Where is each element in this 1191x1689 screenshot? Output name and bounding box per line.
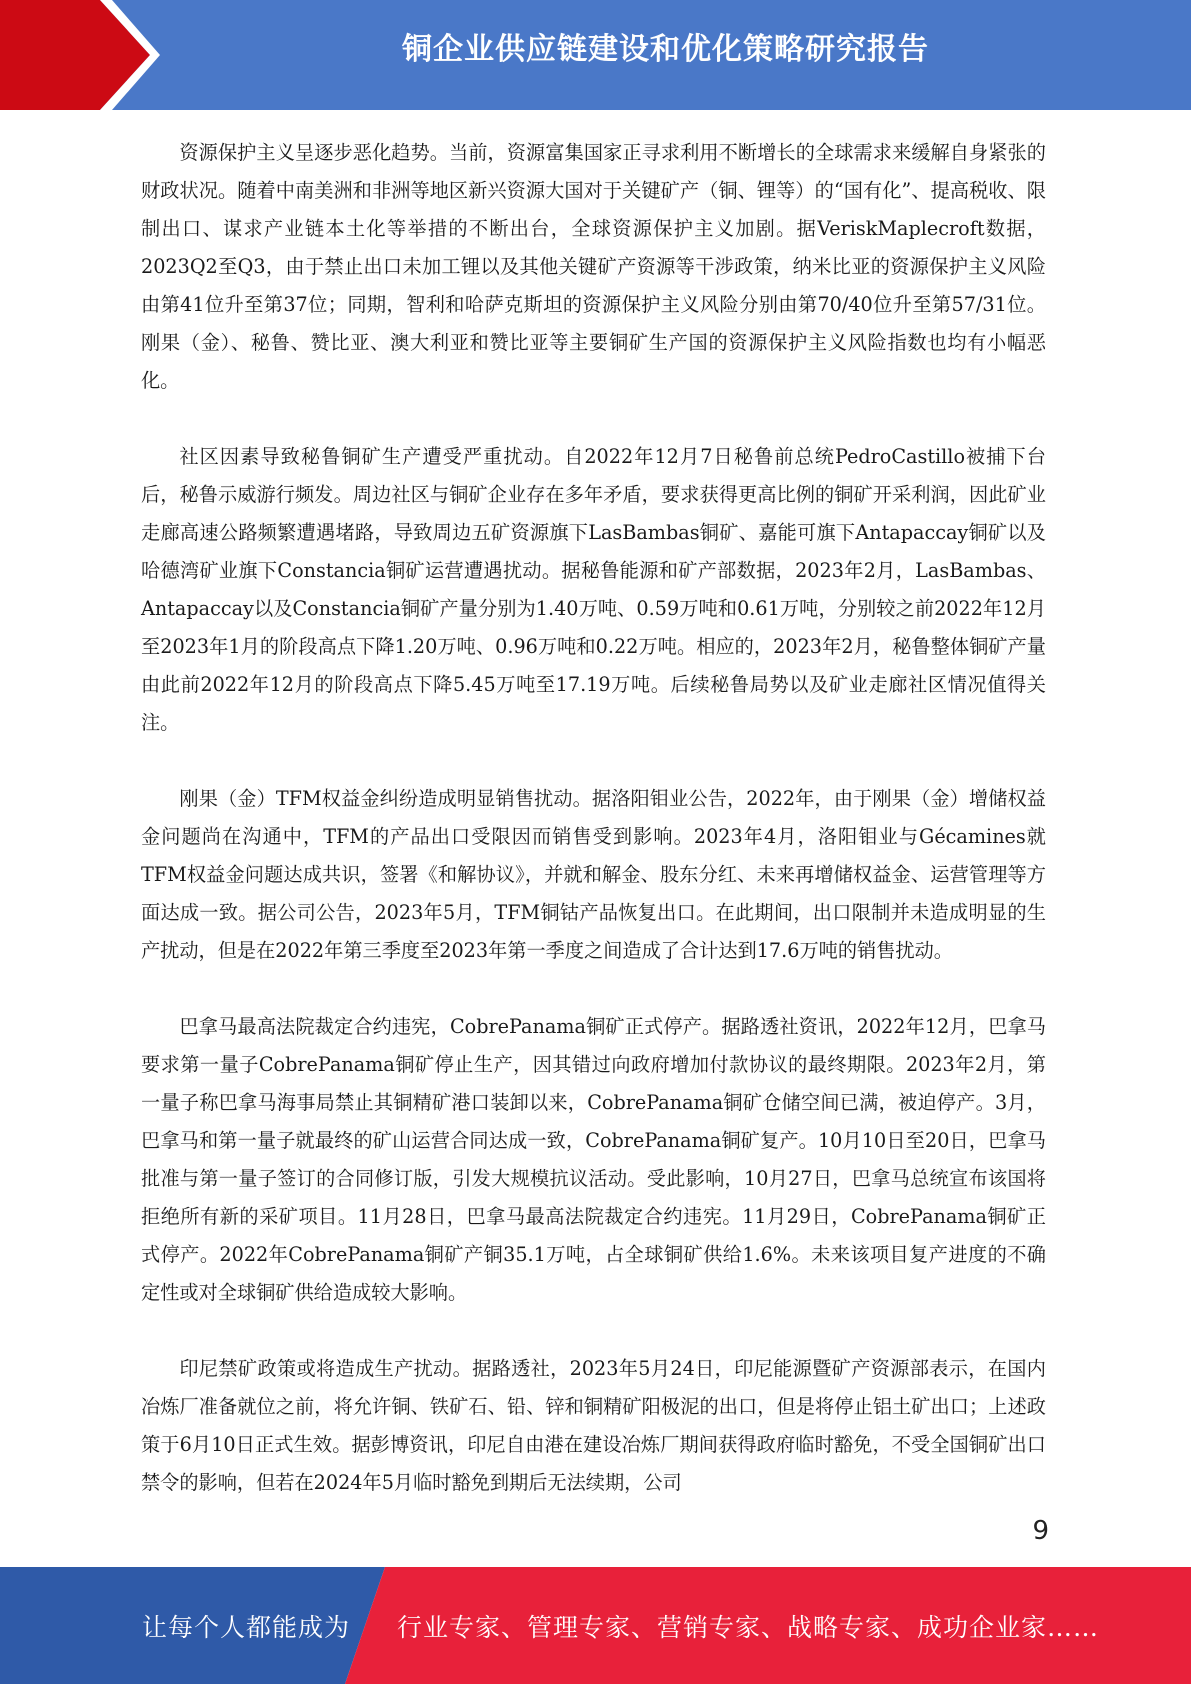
report-title: 铜企业供应链建设和优化策略研究报告 — [402, 32, 929, 67]
paragraph-peru-community: 社区因素导致秘鲁铜矿生产遭受严重扰动。自2022年12月7日秘鲁前总统PedroCastillo被捕下台后，秘鲁示威游行频发。周边社区与铜矿企业存在多年矛盾，要求获得更高比例的铜矿开采利润，因此矿业走廊高速公路频繁遭遇堵路，导致周边五矿资源旗下LasBambas铜矿、嘉能可旗下Antapaccay铜矿以及哈德湾矿业旗下Constancia铜矿运营遭遇扰动。据秘鲁能源和矿产部数据，2023年2月，LasBambas、Antapaccay以及Constancia铜矿产量分别为1.40万吨、0.59万吨和0.61万吨，分别较之前2022年12月至2023年1月的阶段高点下降1.20万吨、0.96万吨和0.22万吨。相应的，2023年2月，秘鲁整体铜矿产量由此前2022年12月的阶段高点下降5.45万吨至17.19万吨。后续秘鲁局势以及矿业走廊社区情况值得关注。 — [141, 445, 1046, 734]
report-body — [141, 134, 1046, 1540]
paragraph-resource-protectionism: 资源保护主义呈逐步恶化趋势。当前，资源富集国家正寻求利用不断增长的全球需求来缓解自身紧张的财政状况。随着中南美洲和非洲等地区新兴资源大国对于关键矿产（铜、锂等）的“国有化”、提高税收、限制出口、谋求产业链本土化等举措的不断出台，全球资源保护主义加剧。据VeriskMaplecroft数据，2023Q2至Q3，由于禁止出口未加工锂以及其他关键矿产资源等干涉政策，纳米比亚的资源保护主义风险由第41位升至第37位；同期，智利和哈萨克斯坦的资源保护主义风险分别由第70/40位升至第57/31位。刚果（金）、秘鲁、赞比亚、澳大利亚和赞比亚等主要铜矿生产国的资源保护主义风险指数也均有小幅恶化。 — [141, 141, 1046, 392]
page-header — [0, 0, 1191, 110]
page-number: 9 — [1032, 1516, 1049, 1546]
paragraph-panama-cobre: 巴拿马最高法院裁定合约违宪，CobrePanama铜矿正式停产。据路透社资讯，2022年12月，巴拿马要求第一量子CobrePanama铜矿停止生产，因其错过向政府增加付款协议的最终期限。2023年2月，第一量子称巴拿马海事局禁止其铜精矿港口装卸以来，CobrePanama铜矿仓储空间已满，被迫停产。3月，巴拿马和第一量子就最终的矿山运营合同达成一致，CobrePanama铜矿复产。10月10日至20日，巴拿马批准与第一量子签订的合同修订版，引发大规模抗议活动。受此影响，10月27日，巴拿马总统宣布该国将拒绝所有新的采矿项目。11月28日，巴拿马最高法院裁定合约违宪。11月29日，CobrePanama铜矿正式停产。2022年CobrePanama铜矿产铜35.1万吨，占全球铜矿供给1.6%。未来该项目复产进度的不确定性或对全球铜矿供给造成较大影响。 — [141, 1015, 1046, 1304]
footer-slogan-right: 行业专家、管理专家、营销专家、战略专家、成功企业家…… — [397, 1613, 1100, 1642]
paragraph-indonesia-ban: 印尼禁矿政策或将造成生产扰动。据路透社，2023年5月24日，印尼能源暨矿产资源部表示，在国内冶炼厂准备就位之前，将允许铜、铁矿石、铅、锌和铜精矿阳极泥的出口，但是将停止铝土矿出口；上述政策于6月10日正式生效。据彭博资讯，印尼自由港在建设冶炼厂期间获得政府临时豁免，不受全国铜矿出口禁令的影响，但若在2024年5月临时豁免到期后无法续期，公司 — [141, 1357, 1046, 1494]
red-chevron-decoration — [0, 0, 160, 110]
page-footer — [0, 1567, 1191, 1684]
footer-slogan-left: 让每个人都能成为 — [142, 1613, 351, 1642]
paragraph-drc-tfm: 刚果（金）TFM权益金纠纷造成明显销售扰动。据洛阳钼业公告，2022年，由于刚果（金）增储权益金问题尚在沟通中，TFM的产品出口受限因而销售受到影响。2023年4月，洛阳钼业与Gécamines就TFM权益金问题达成共识，签署《和解协议》，并就和解金、股东分红、未来再增储权益金、运营管理等方面达成一致。据公司公告，2023年5月，TFM铜钴产品恢复出口。在此期间，出口限制并未造成明显的生产扰动，但是在2022年第三季度至2023年第一季度之间造成了合计达到17.6万吨的销售扰动。 — [141, 787, 1046, 962]
